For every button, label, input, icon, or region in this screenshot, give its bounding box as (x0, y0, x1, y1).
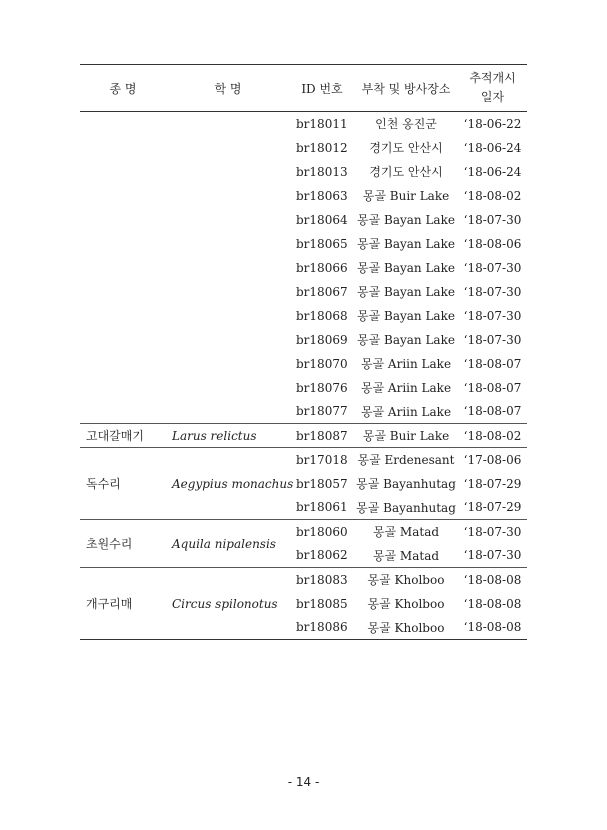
cell-location: 몽골 Matad (354, 544, 458, 568)
cell-scientific-name: Circus spilonotus (166, 568, 290, 640)
table-row (80, 520, 527, 544)
cell-id: br18066 (296, 260, 348, 275)
cell-id: br18012 (296, 140, 348, 155)
cell-species: 초원수리 (80, 520, 166, 568)
tracking-table (80, 64, 527, 640)
cell-id: br18057 (296, 476, 348, 491)
table-row (80, 112, 527, 136)
cell-start-date: ‘18-08-07 (458, 400, 527, 424)
cell-species (80, 112, 166, 424)
cell-start-date: ‘18-06-22 (463, 116, 522, 131)
cell-start-date: ‘18-07-30 (463, 308, 522, 323)
cell-location: 몽골 Ariin Lake (360, 381, 452, 395)
table-row (80, 424, 527, 448)
cell-location: 몽골 Erdenesant (357, 453, 455, 468)
cell-start-date: ‘18-07-30 (463, 212, 522, 227)
cell-start-date: ‘18-06-24 (463, 164, 522, 179)
cell-start-date: ‘18-08-08 (463, 596, 522, 611)
header-scientific-name: 학 명 (166, 65, 290, 112)
cell-start-date: ‘18-08-08 (463, 572, 522, 587)
table-row (80, 568, 527, 592)
header-row (80, 65, 527, 112)
cell-location: 몽골 Bayan Lake (357, 309, 455, 323)
cell-id: br18065 (296, 236, 348, 251)
header-id-number: ID 번호 (290, 65, 354, 112)
table-header (80, 65, 527, 112)
page-number: - 14 - (287, 775, 320, 789)
table-body (80, 112, 527, 640)
cell-id: br18013 (296, 164, 348, 179)
cell-id: br18068 (296, 308, 348, 323)
cell-id: br18085 (296, 596, 348, 611)
cell-scientific-name (166, 112, 290, 424)
cell-species: 독수리 (80, 448, 166, 520)
cell-start-date: ‘18-07-29 (463, 476, 522, 491)
cell-location: 몽골 Bayan Lake (357, 285, 455, 299)
cell-location: 몽골 Ariin Lake (354, 400, 458, 424)
cell-scientific-name: Aegypius monachus (166, 448, 290, 520)
cell-start-date: ‘18-07-30 (463, 260, 522, 275)
cell-scientific-name: Larus relictus (166, 424, 290, 448)
cell-id: br18087 (290, 424, 354, 448)
cell-location: 몽골 Kholboo (367, 573, 445, 588)
cell-id: br18063 (296, 188, 348, 203)
cell-location: 몽골 Buir Lake (354, 424, 458, 448)
cell-id: br17018 (296, 452, 348, 467)
cell-location: 몽골 Bayan Lake (357, 261, 455, 275)
cell-location: 인천 옹진군 (375, 117, 437, 132)
cell-start-date: ‘18-07-29 (458, 496, 527, 520)
header-start-date-line1: 추적개시 (469, 71, 516, 85)
cell-start-date: ‘18-07-30 (463, 332, 522, 347)
cell-location: 몽골 Bayanhutag (356, 477, 456, 491)
cell-start-date: ‘18-08-02 (458, 424, 527, 448)
header-start-date-line2: 일자 (480, 90, 505, 104)
cell-start-date: ‘18-07-30 (458, 544, 527, 568)
cell-start-date: ‘18-08-07 (463, 356, 522, 371)
cell-id: br18062 (290, 544, 354, 568)
cell-location: 몽골 Bayan Lake (357, 237, 455, 251)
cell-id: br18011 (296, 116, 348, 131)
cell-start-date: ‘18-08-07 (463, 380, 522, 395)
cell-start-date: ‘17-08-06 (463, 452, 522, 467)
cell-id: br18083 (296, 572, 348, 587)
header-species: 종 명 (80, 65, 166, 112)
cell-id: br18070 (296, 356, 348, 371)
cell-start-date: ‘18-07-30 (463, 284, 522, 299)
cell-location: 몽골 Bayan Lake (357, 333, 455, 347)
table-row (80, 448, 527, 472)
cell-location: 몽골 Ariin Lake (360, 357, 452, 371)
cell-id: br18060 (296, 524, 348, 539)
cell-start-date: ‘18-06-24 (463, 140, 522, 155)
cell-id: br18077 (290, 400, 354, 424)
cell-location: 경기도 안산시 (369, 165, 443, 179)
cell-scientific-name: Aquila nipalensis (166, 520, 290, 568)
cell-start-date: ‘18-08-06 (463, 236, 522, 251)
cell-id: br18086 (290, 616, 354, 640)
cell-start-date: ‘18-08-02 (463, 188, 522, 203)
header-start-date (458, 65, 527, 112)
cell-location: 몽골 Bayanhutag (354, 496, 458, 520)
cell-id: br18061 (290, 496, 354, 520)
cell-location: 경기도 안산시 (369, 141, 443, 155)
cell-id: br18067 (296, 284, 348, 299)
cell-start-date: ‘18-08-08 (458, 616, 527, 640)
cell-id: br18064 (296, 212, 348, 227)
cell-species: 고대갈매기 (80, 424, 166, 448)
cell-species: 개구리매 (80, 568, 166, 640)
cell-location: 몽골 Matad (372, 525, 440, 540)
cell-location: 몽골 Kholboo (367, 597, 445, 611)
cell-location: 몽골 Kholboo (354, 616, 458, 640)
header-location: 부착 및 방사장소 (354, 65, 458, 112)
cell-id: br18076 (296, 380, 348, 395)
cell-start-date: ‘18-07-30 (463, 524, 522, 539)
cell-location: 몽골 Bayan Lake (357, 213, 455, 227)
cell-location: 몽골 Buir Lake (362, 189, 450, 203)
cell-id: br18069 (296, 332, 348, 347)
